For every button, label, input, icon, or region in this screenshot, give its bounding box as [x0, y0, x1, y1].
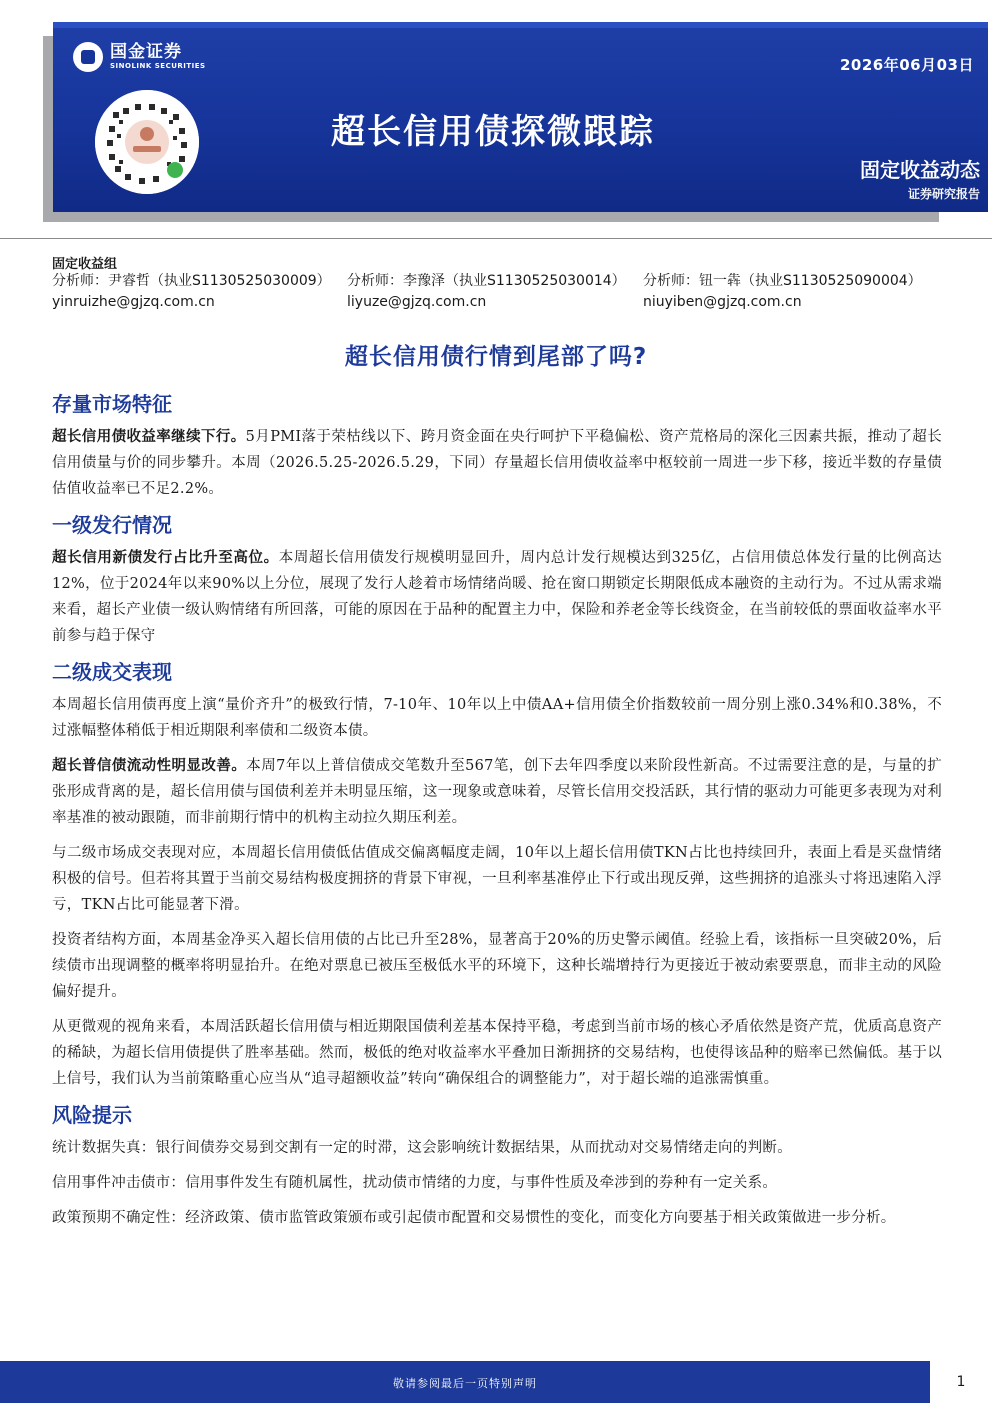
analyst-2-email[interactable]: liyuze@gjzq.com.cn [347, 294, 487, 310]
paragraph-lead: 超长信用新债发行占比升至高位。 [52, 550, 279, 566]
analyst-1-name: 分析师：尹睿哲（执业S1130525030009） [52, 273, 331, 289]
paragraph: 与二级市场成交表现对应，本周超长信用债低估值成交偏离幅度走阔，10年以上超长信用债TKN占比也持续回升，表面上看是买盘情绪积极的信号。但若将其置于当前交易结构极度拥挤的背景下审视，一旦利率基准停止下行或出现反弹，这些拥挤的追涨头寸将迅速陷入浮亏，TKN占比可能显著下滑。 [52, 845, 942, 913]
report-main-title: 超长信用债行情到尾部了吗? [344, 344, 648, 370]
qr-code-graphic [95, 90, 199, 194]
paragraph-lead: 超长信用债收益率继续下行。 [52, 429, 246, 445]
logo-english-name: SINOLINK SECURITIES [110, 62, 206, 70]
paragraph: 超长信用新债发行占比升至高位。本周超长信用债发行规模明显回升，周内总计发行规模达到325亿，占信用债总体发行量的比例高达12%，位于2024年以来90%以上分位，展现了发行人趁着市场情绪尚暖、抢在窗口期锁定长期限低成本融资的主动行为。不过从需求端来看，超长产业债一级认购情绪有所回落，可能的原因在于品种的配置主力中，保险和养老金等长线资金，在当前较低的票面收益率水平前参与趋于保守 [52, 550, 943, 644]
qr-code-icon [95, 90, 199, 194]
header-divider [0, 238, 992, 239]
analyst-3-email[interactable]: niuyiben@gjzq.com.cn [643, 294, 802, 310]
section-heading-secondary-trading: 二级成交表现 [52, 660, 172, 684]
header-stripe [53, 22, 988, 28]
paragraph: 投资者结构方面，本周基金净买入超长信用债的占比已升至28%，显著高于20%的历史警示阈值。经验上看，该指标一旦突破20%，后续债市出现调整的概率将明显抬升。在绝对票息已被压至极低水平的环境下，这种长端增持行为更接近于被动索要票息，而非主动的风险偏好提升。 [52, 932, 942, 1000]
analyst-1 [52, 272, 331, 312]
analyst-3-name: 分析师：钮一犇（执业S1130525090004） [643, 273, 922, 289]
footer-disclaimer-note: 敬请参阅最后一页特别声明 [393, 1377, 537, 1390]
logo-chinese-name: 国金证券 [110, 42, 182, 62]
paragraph: 本周超长信用债再度上演“量价齐升”的极致行情，7-10年、10年以上中债AA+信用债全价指数较前一周分别上涨0.34%和0.38%，不过涨幅整体稍低于相近期限利率债和二级资本债。 [52, 697, 942, 739]
report-body [52, 390, 942, 1240]
report-category: 证券研究报告 [907, 187, 980, 201]
section-heading-risk-warning: 风险提示 [52, 1103, 132, 1127]
logo-mark-icon [73, 42, 103, 72]
analyst-2-name: 分析师：李豫泽（执业S1130525030014） [347, 273, 626, 289]
analyst-1-email[interactable]: yinruizhe@gjzq.com.cn [52, 294, 215, 310]
analyst-3 [643, 272, 922, 312]
section-heading-primary-issuance: 一级发行情况 [52, 513, 172, 537]
paragraph: 超长信用债收益率继续下行。5月PMI落于荣枯线以下、跨月资金面在央行呵护下平稳偏松、资产荒格局的深化三因素共振，推动了超长信用债量与价的同步攀升。本周（2026.5.25-2026.5.29，下同）存量超长信用债收益率中枢较前一周进一步下移，接近半数的存量债估值收益率已不足2.2%。 [52, 429, 943, 497]
risk-item: 政策预期不确定性：经济政策、债市监管政策颁布或引起债市配置和交易惯性的变化，而变化方向要基于相关政策做进一步分析。 [52, 1210, 896, 1226]
paragraph-lead: 超长普信债流动性明显改善。 [52, 758, 247, 774]
analyst-group: 固定收益组 [52, 257, 118, 272]
paragraph: 从更微观的视角来看，本周活跃超长信用债与相近期限国债利差基本保持平稳，考虑到当前市场的核心矛盾依然是资产荒，优质高息资产的稀缺，为超长信用债提供了胜率基础。然而，极低的绝对收益率水平叠加日渐拥挤的交易结构，也使得该品种的赔率已然偏低。基于以上信号，我们认为当前策略重心应当从“追寻超额收益”转向“确保组合的调整能力”，对于超长端的追涨需慎重。 [52, 1019, 942, 1087]
report-date: 2026年06月03日 [840, 56, 974, 74]
risk-item: 统计数据失真：银行间债券交易到交割有一定的时滞，这会影响统计数据结果，从而扰动对交易情绪走向的判断。 [52, 1140, 792, 1156]
section-heading-stock-market: 存量市场特征 [52, 392, 172, 416]
analyst-2 [347, 272, 626, 312]
page-number: 1 [956, 1374, 966, 1390]
report-series-title: 超长信用债探微跟踪 [331, 112, 655, 152]
company-logo [73, 42, 206, 72]
report-header-banner [53, 22, 988, 212]
paragraph: 超长普信债流动性明显改善。本周7年以上普信债成交笔数升至567笔，创下去年四季度以来阶段性新高。不过需要注意的是，与量的扩张形成背离的是，超长信用债与国债利差并未明显压缩，这一现象或意味着，尽管长信用交投活跃，其行情的驱动力可能更多表现为对利率基准的被动跟随，而非前期行情中的机构主动拉久期压利差。 [52, 758, 942, 826]
risk-item: 信用事件冲击债市：信用事件发生有随机属性，扰动债市情绪的力度，与事件性质及牵涉到的券种有一定关系。 [52, 1175, 778, 1191]
report-type: 固定收益动态 [860, 158, 980, 182]
